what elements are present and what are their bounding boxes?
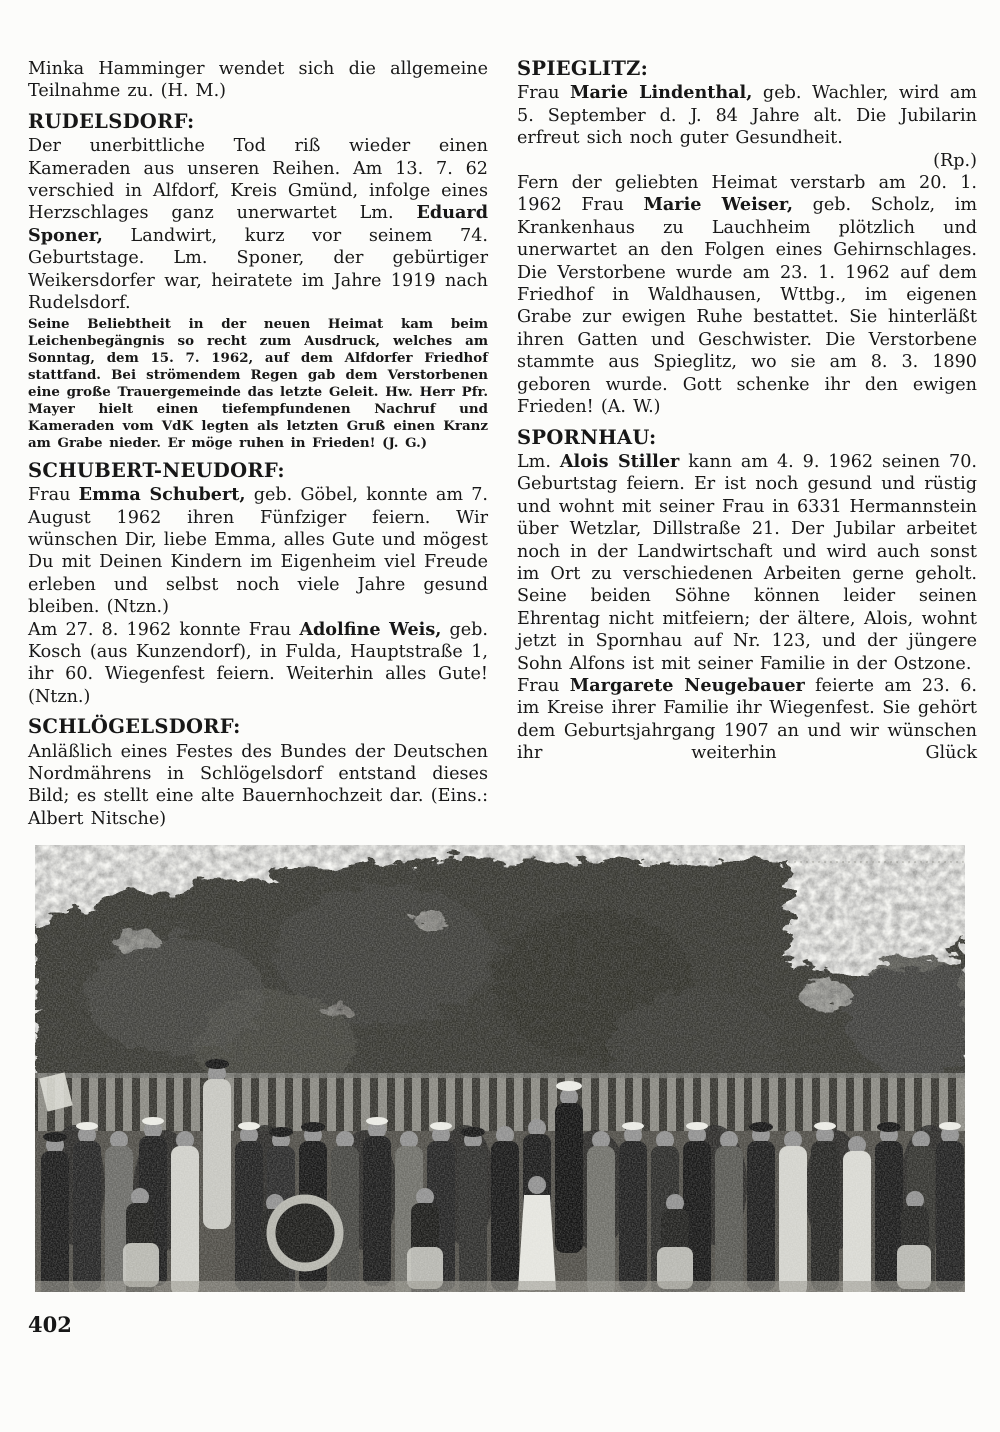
paragraph-lindenthal (517, 82, 977, 149)
person-name-stiller: Alois Stiller (559, 450, 680, 472)
paragraph-stiller (517, 451, 977, 675)
section-heading-spornhau: SPORNHAU: (517, 425, 657, 449)
right-column (517, 58, 977, 765)
text-run: Frau (28, 485, 79, 506)
paragraph-rudelsdorf-obituary (28, 135, 488, 314)
halftone-grain (35, 865, 965, 1292)
text-run: Fern der geliebten Heimat verstarb am 20. 1. 1962 Frau (517, 173, 977, 216)
text-run: Landwirt, kurz vor seinem 74. Geburtstage. Lm. Sponer, der gebürtiger Weikersdorfer war, heiratete im Jahre 1919 nach Rudelsdorf. (28, 225, 488, 314)
text-run: Der unerbittliche Tod riß wieder einen Kameraden aus unseren Reihen. Am 13. 7. 62 verschied in Alfdorf, Kreis Gmünd, infolge eines Herzschlages ganz unerwartet Lm. (28, 136, 488, 224)
page-number: 402 (28, 1312, 72, 1337)
text-run: geb. Göbel, konnte am 7. August 1962 ihren Fünfziger feiern. Wir wünschen Dir, liebe Emma, alles Gute und mögest Du mit Deinen Kindern im Eigenheim viel Freude erleben und selbst noch viele Jahre gesund bleiben. (Ntzn.) (28, 485, 489, 618)
text-run: geb. Wachler, wird am 5. September d. J. 84 Jahre alt. Die Jubilarin erfreut sich noch guter Gesundheit. (517, 83, 977, 149)
person-name-weis: Adolfine Weis, (299, 618, 442, 640)
section-heading-schloegelsdorf: SCHLÖGELSDORF: (28, 715, 241, 739)
signature-rp: (Rp.) (933, 150, 977, 171)
paragraph-rudelsdorf-small-print: Seine Beliebtheit in der neuen Heimat kam beim Leichenbegängnis so recht zum Ausdruck, welches am Sonntag, dem 15. 7. 1962, auf dem Alfdorfer Friedhof stattfand. Bei strömendem Regen gab dem Verstorbenen eine große Trauergemeinde das letzte Geleit. Hw. Herr Pfr. Mayer hielt einen tiefempfundenen Nachruf und Kameraden vom VdK legten als letzten Gruß einen Kranz am Grabe nieder. Er möge ruhen in Frieden! (J. G.) (28, 316, 488, 451)
paragraph-neugebauer (517, 675, 977, 765)
section-heading-rudelsdorf: RUDELSDORF: (28, 109, 195, 133)
paragraph-hamminger: Minka Hamminger wendet sich die allgemeine Teilnahme zu. (H. M.) (28, 59, 488, 102)
text-run: Am 27. 8. 1962 konnte Frau (28, 619, 300, 640)
text-run: Frau (517, 83, 570, 104)
text-run: Lm. (517, 451, 560, 472)
person-name-sponer: Eduard Sponer, (28, 202, 488, 246)
paragraph-weis (28, 619, 488, 709)
paragraph-schloegelsdorf: Anläßlich eines Festes des Bundes der Deutschen Nordmährens in Schlögelsdorf entstand dieses Bild; es stellt eine alte Bauernhochzeit dar. (Eins.: Albert Nitsche) (28, 741, 488, 829)
section-heading-spieglitz: SPIEGLITZ: (517, 57, 649, 80)
group-photo-bauernhochzeit (35, 845, 965, 1292)
text-run: geb. Kosch (aus Kunzendorf), in Fulda, Hauptstraße 1, ihr 60. Wiegenfest feiern. Weiterhin alles Gute! (Ntzn.) (28, 619, 489, 707)
person-name-weiser: Marie Weiser, (643, 194, 794, 216)
paragraph-weiser-obituary (517, 172, 977, 418)
person-name-lindenthal: Marie Lindenthal, (570, 82, 753, 104)
text-run: feierte am 23. 6. im Kreise ihrer Familie ihr Wiegenfest. Sie gehört dem Geburtsjahrgang 1907 an und wir wünschen ihr weiterhin Glück (517, 675, 978, 764)
paragraph-schubert (28, 484, 488, 618)
section-heading-schubert-neudorf: SCHUBERT-NEUDORF: (28, 458, 285, 482)
person-name-schubert: Emma Schubert, (78, 484, 246, 506)
left-column (28, 58, 488, 830)
person-name-neugebauer: Margarete Neugebauer (569, 674, 805, 696)
text-run: geb. Scholz, im Krankenhaus zu Lauchheim plötzlich und unerwartet an den Folgen eines Gehirnschlages. Die Verstorbene wurde am 23. 1. 1962 auf dem Friedhof in Waldhausen, Wttbg., im eigenen Grabe zur ewigen Ruhe bestattet. Sie hinterläßt ihren Gatten und Geschwister. Die Verstorbene stammte aus Spieglitz, wo sie am 8. 3. 1890 geboren wurde. Gott schenke ihr den ewigen Frieden! (A. W.) (517, 195, 977, 418)
text-run: Frau (517, 675, 570, 696)
text-run: kann am 4. 9. 1962 seinen 70. Geburtstag feiern. Er ist noch gesund und rüstig und wohnt mit seiner Frau in 6331 Hermannstein über Wetzlar, Dillstraße 21. Der Jubilar arbeitet noch in der Landwirtschaft und wird auch sonst im Ort zu verschiedenen Arbeiten gerne geholt. Seine beiden Söhne können leider seinen Ehrentag nicht mitfeiern; der ältere, Alois, wohnt jetzt in Spornhau auf Nr. 123, und der jüngere Sohn Alfons ist mit seiner Familie in der Ostzone. (517, 451, 977, 674)
